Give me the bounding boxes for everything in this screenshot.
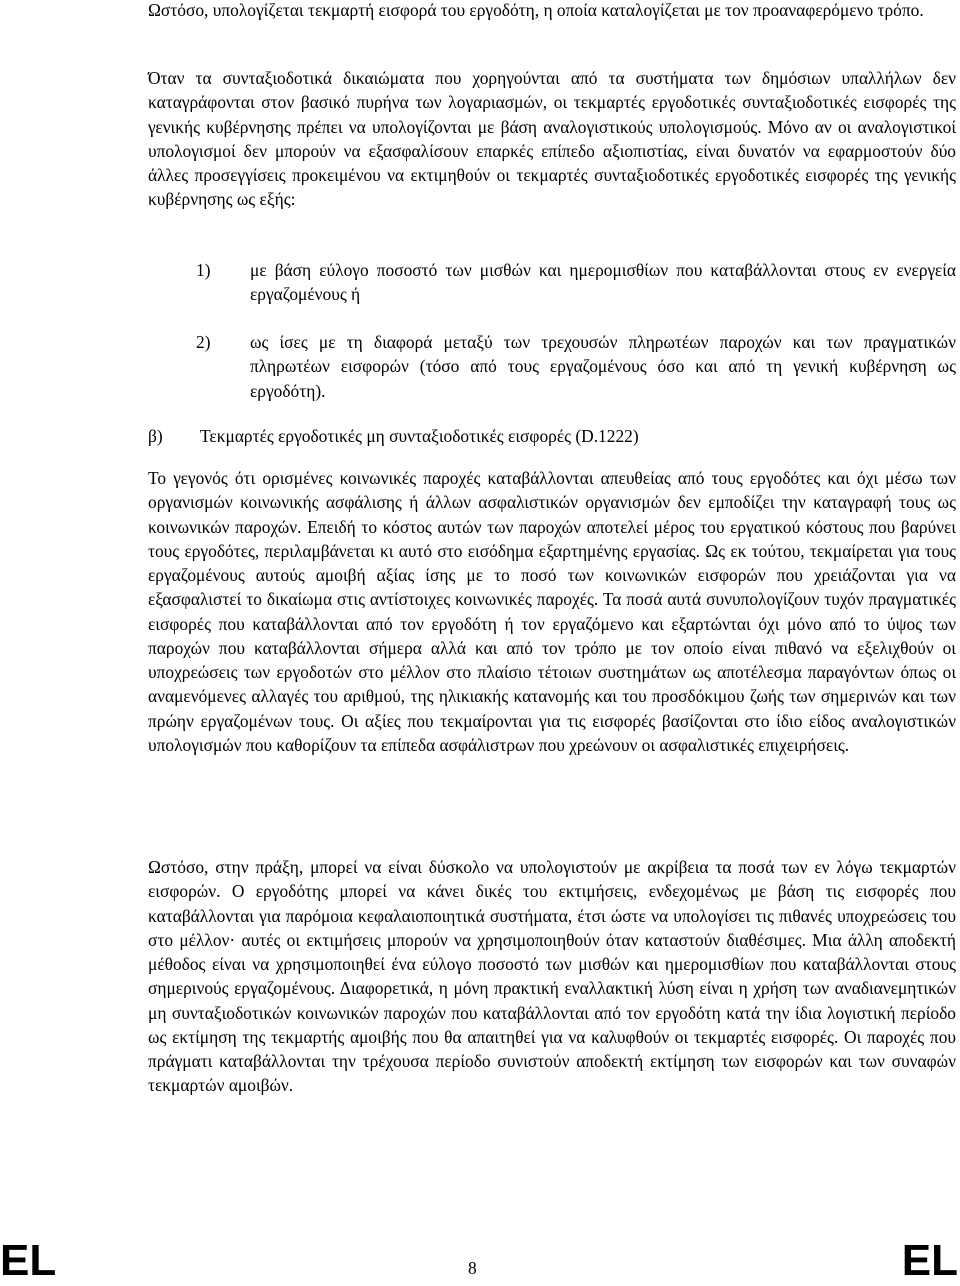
page-number: 8 <box>468 1258 477 1278</box>
paragraph-practice: Ωστόσο, στην πράξη, μπορεί να είναι δύσκολο να υπολογιστούν με ακρίβεια τα ποσά των εν λόγω τεκμαρτών εισφορών. Ο εργοδότης μπορεί να κάνει δικές του εκτιμήσεις, ενδεχομένως με βάση τις εισφορές που καταβάλλονται για παρόμοια κεφαλαιοποιητικά συστήματα, έτσι ώστε να υπολογίσει τις πιθανές υποχρεώσεις του στο μέλλον· αυτές οι εκτιμήσεις μπορούν να χρησιμοποιηθούν όταν καταστούν διαθέσιμες. Μια άλλη αποδεκτή μέθοδος είναι να χρησιμοποιηθεί ένα εύλογο ποσοστό των μισθών και ημερομισθίων που καταβάλλονται στους σημερινούς εργαζομένους. Διαφορετικά, η μόνη πρακτική εναλλακτική λύση είναι η χρήση των αναδιανεμητικών μη συνταξιοδοτικών κοινωνικών παροχών που καταβάλλονται από τον εργοδότη κατά την ίδια λογιστική περίοδο ως εκτίμηση της τεκμαρτής αμοιβής που θα απαιτηθεί για να καλυφθούν οι τεκμαρτές εισφορές. Οι παροχές που πράγματι καταβάλλονται την τρέχουσα περίοδο συνιστούν αποδεκτή εκτίμηση των εισφορών και των συναφών τεκμαρτών αμοιβών. <box>148 857 956 1096</box>
list-item-number: 2) <box>196 332 211 352</box>
footer-language-right: EL <box>901 1236 958 1285</box>
paragraph-intro-continuation: Ωστόσο, υπολογίζεται τεκμαρτή εισφορά του εργοδότη, η οποία καταλογίζεται με τον προαναφερόμενο τρόπο. <box>148 0 924 20</box>
list-item-number: 1) <box>196 260 211 280</box>
footer-language-left: EL <box>0 1236 57 1285</box>
section-heading-label: β) <box>148 426 163 446</box>
paragraph-unfunded-pensions: Όταν τα συνταξιοδοτικά δικαιώματα που χορηγούνται από τα συστήματα των δημόσιων υπαλλήλων δεν καταγράφονται στον βασικό πυρήνα των λογαριασμών, οι τεκμαρτές εργοδοτικές συνταξιοδοτικές εισφορές της γενικής κυβέρνησης πρέπει να υπολογίζονται με βάση αναλογιστικούς υπολογισμούς. Μόνο αν οι αναλογιστικοί υπολογισμοί δεν μπορούν να εξασφαλίσουν επαρκές επίπεδο αξιοπιστίας, είναι δυνατόν να εφαρμοστούν δύο άλλες προσεγγίσεις προκειμένου να εκτιμηθούν οι τεκμαρτές συνταξιοδοτικές εργοδοτικές εισφορές της γενικής κυβέρνησης ως εξής: <box>148 68 956 210</box>
list-item <box>196 258 956 307</box>
list-item-text: με βάση εύλογο ποσοστό των μισθών και ημερομισθίων που καταβάλλονται στους εν ενεργεία εργαζομένους ή <box>250 260 956 305</box>
list-item <box>196 330 956 403</box>
section-heading-title: Τεκμαρτές εργοδοτικές μη συνταξιοδοτικές εισφορές (D.1222) <box>200 426 639 446</box>
paragraph-social-benefits: Το γεγονός ότι ορισμένες κοινωνικές παροχές καταβάλλονται απευθείας από τους εργοδότες και όχι μέσω των οργανισμών κοινωνικής ασφάλισης ή άλλων ασφαλιστικών οργανισμών δεν εμποδίζει την καταγραφή τους ως κοινωνικών παροχών. Επειδή το κόστος αυτών των παροχών αποτελεί μέρος του εργατικού κόστους που βαρύνει τους εργοδότες, περιλαμβάνεται κι αυτό στο εισόδημα εξαρτημένης εργασίας. Ως εκ τούτου, τεκμαίρεται για τους εργαζομένους αυτούς αμοιβή αξίας ίσης με το ποσό των κοινωνικών εισφορών που χρειάζονται για να εξασφαλιστεί το δικαίωμα στις αντίστοιχες κοινωνικές παροχές. Τα ποσά αυτά συνυπολογίζουν τυχόν πραγματικές εισφορές που καταβάλλονται από τον εργοδότη ή τον εργαζόμενο και εξαρτώνται όχι μόνο από το ύψος των παροχών που καταβάλλονται σήμερα αλλά και από τον τρόπο με τον οποίο είναι πιθανό να εξελιχθούν οι υποχρεώσεις των εργοδοτών στο μέλλον στο πλαίσιο τέτοιων συστημάτων ως αποτέλεσμα παραγόντων όπως οι αναμενόμενες αλλαγές του αριθμού, της ηλικιακής κατανομής και του προσδόκιμου ζωής των σημερινών και των πρώην εργαζομένων τους. Οι αξίες που τεκμαίρονται για τις εισφορές βασίζονται στο ίδιο είδος αναλογιστικών υπολογισμών που καθορίζουν τα επίπεδα ασφάλιστρων που χρεώνουν οι ασφαλιστικές επιχειρήσεις. <box>148 468 956 755</box>
section-heading <box>148 424 956 448</box>
list-item-text: ως ίσες με τη διαφορά μεταξύ των τρεχουσών πληρωτέων παροχών και των πραγματικών πληρωτέων εισφορών (τόσο από τους εργαζομένους όσο και από τη γενική κυβέρνηση ως εργοδότη). <box>250 332 956 401</box>
